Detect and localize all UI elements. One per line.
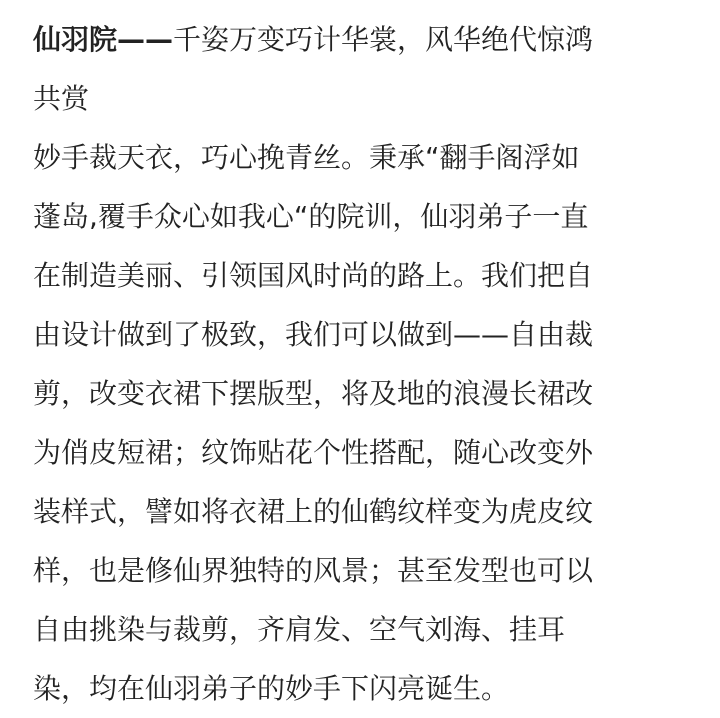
paragraph-line: 剪，改变衣裙下摆版型，将及地的浪漫长裙改 — [33, 377, 594, 410]
paragraph-line: 染，均在仙羽弟子的妙手下闪亮诞生。 — [33, 672, 510, 705]
paragraph-line: 自由挑染与裁剪，齐肩发、空气刘海、挂耳 — [33, 613, 566, 646]
paragraph-line: 为俏皮短裙；纹饰贴花个性搭配，随心改变外 — [33, 436, 594, 469]
article-title-bold: 仙羽院—— — [33, 23, 174, 56]
paragraph-line: 样，也是修仙界独特的风景；甚至发型也可以 — [33, 554, 594, 587]
article-body — [33, 10, 693, 718]
paragraph-line: 装样式，譬如将衣裙上的仙鹤纹样变为虎皮纹 — [33, 495, 594, 528]
paragraph-line: 蓬岛,覆手众心如我心“的院训，仙羽弟子一直 — [33, 200, 589, 233]
article-title-line-1 — [33, 10, 693, 69]
article-title-line-2: 共赏 — [33, 82, 90, 115]
paragraph-line: 妙手裁天衣，巧心挽青丝。秉承“翻手阁浮如 — [33, 141, 580, 174]
article-title-text: 千姿万变巧计华裳，风华绝代惊鸿 — [173, 23, 594, 56]
paragraph-line: 由设计做到了极致，我们可以做到——自由裁 — [33, 318, 594, 351]
paragraph-line: 在制造美丽、引领国风时尚的路上。我们把自 — [33, 259, 594, 292]
